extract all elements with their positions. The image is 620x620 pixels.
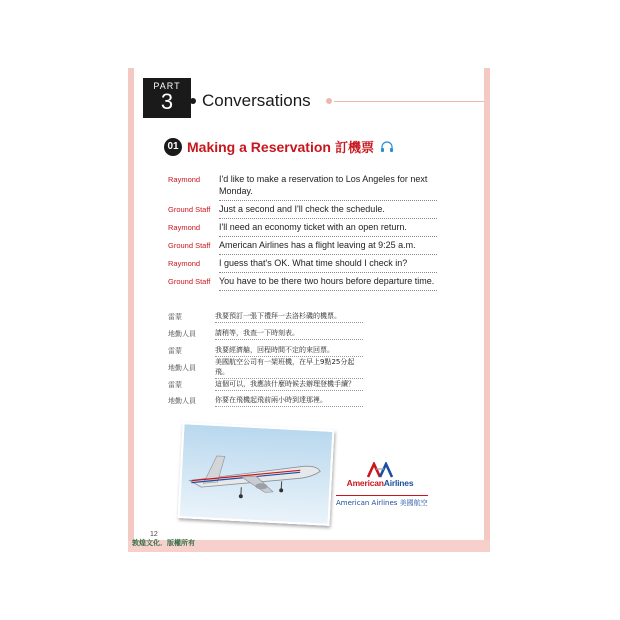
section-heading xyxy=(194,86,334,116)
dialog-zh-row xyxy=(168,326,388,343)
page-number: 12 xyxy=(150,531,158,538)
headphones-icon[interactable] xyxy=(380,141,394,153)
conversation-title xyxy=(164,137,394,156)
logo-caption: American Airlines 美國航空 xyxy=(336,495,428,508)
section-title: Conversations xyxy=(202,91,311,110)
dialog-row xyxy=(168,255,440,273)
speaker-label: Raymond xyxy=(168,223,201,232)
dialog-line-zh: 我要經濟艙，回程時間不定的來回票。 xyxy=(215,345,363,357)
rule-dot-icon xyxy=(326,98,332,104)
wordmark-part1: American xyxy=(346,478,384,488)
speaker-label: Ground Staff xyxy=(168,277,211,286)
speaker-label-zh: 雷蒙 xyxy=(168,346,182,355)
part-label: PART xyxy=(153,81,181,91)
dialog-en xyxy=(168,171,440,291)
dialog-line: Just a second and I'll check the schedule. xyxy=(219,201,437,219)
dialog-row xyxy=(168,219,440,237)
dialog-line-zh: 美國航空公司有一架班機，在早上9點25分起飛。 xyxy=(215,357,363,379)
speaker-label: Ground Staff xyxy=(168,205,211,214)
wordmark-part2: Airlines xyxy=(383,478,414,488)
publisher-mark: 敦煌文化．版權所有 xyxy=(132,539,195,547)
dialog-line: American Airlines has a flight leaving at 9:25 a.m. xyxy=(219,237,437,255)
speaker-label: Raymond xyxy=(168,259,201,268)
dialog-row xyxy=(168,237,440,255)
airplane-icon xyxy=(180,424,333,524)
dialog-row xyxy=(168,201,440,219)
part-badge xyxy=(143,78,191,118)
dialog-row xyxy=(168,273,440,291)
dialog-line-zh: 這個可以，我應該什麼時候去辦理登機手續？ xyxy=(215,379,363,391)
dialog-line-zh: 你要在飛機起飛前兩小時到達那裡。 xyxy=(215,395,363,407)
dialog-line: I'd like to make a reservation to Los Angeles for next Monday. xyxy=(219,171,437,201)
bullet-dot-icon xyxy=(190,98,196,104)
eagle-logo-icon xyxy=(366,462,394,478)
dialog-zh-row xyxy=(168,359,388,376)
conversation-title-en: Making a Reservation xyxy=(187,138,331,155)
conversation-title-zh: 訂機票 xyxy=(334,141,374,156)
speaker-label-zh: 地勤人員 xyxy=(168,363,196,372)
dialog-line-zh: 請稍等，我查一下時刻表。 xyxy=(215,328,363,340)
speaker-label: Raymond xyxy=(168,175,201,184)
conversation-number: 01 xyxy=(164,138,182,156)
airline-wordmark xyxy=(338,478,422,488)
part-number: 3 xyxy=(160,89,174,114)
dialog-line: You have to be there two hours before departure time. xyxy=(219,273,437,291)
airline-logo xyxy=(338,462,422,488)
dialog-zh xyxy=(168,309,388,410)
airplane-photo xyxy=(178,422,335,526)
speaker-label-zh: 雷蒙 xyxy=(168,380,182,389)
speaker-label-zh: 雷蒙 xyxy=(168,313,182,322)
dialog-row xyxy=(168,171,440,201)
dialog-line: I'll need an economy ticket with an open return. xyxy=(219,219,437,237)
dialog-zh-row xyxy=(168,376,388,393)
speaker-label: Ground Staff xyxy=(168,241,211,250)
dialog-zh-row xyxy=(168,393,388,410)
dialog-zh-row xyxy=(168,309,388,326)
speaker-label-zh: 地勤人員 xyxy=(168,397,196,406)
header-rule xyxy=(334,101,484,102)
speaker-label-zh: 地勤人員 xyxy=(168,330,196,339)
dialog-line-zh: 我要預訂一張下禮拜一去洛杉磯的機票。 xyxy=(215,311,363,323)
dialog-line: I guess that's OK. What time should I check in? xyxy=(219,255,437,273)
